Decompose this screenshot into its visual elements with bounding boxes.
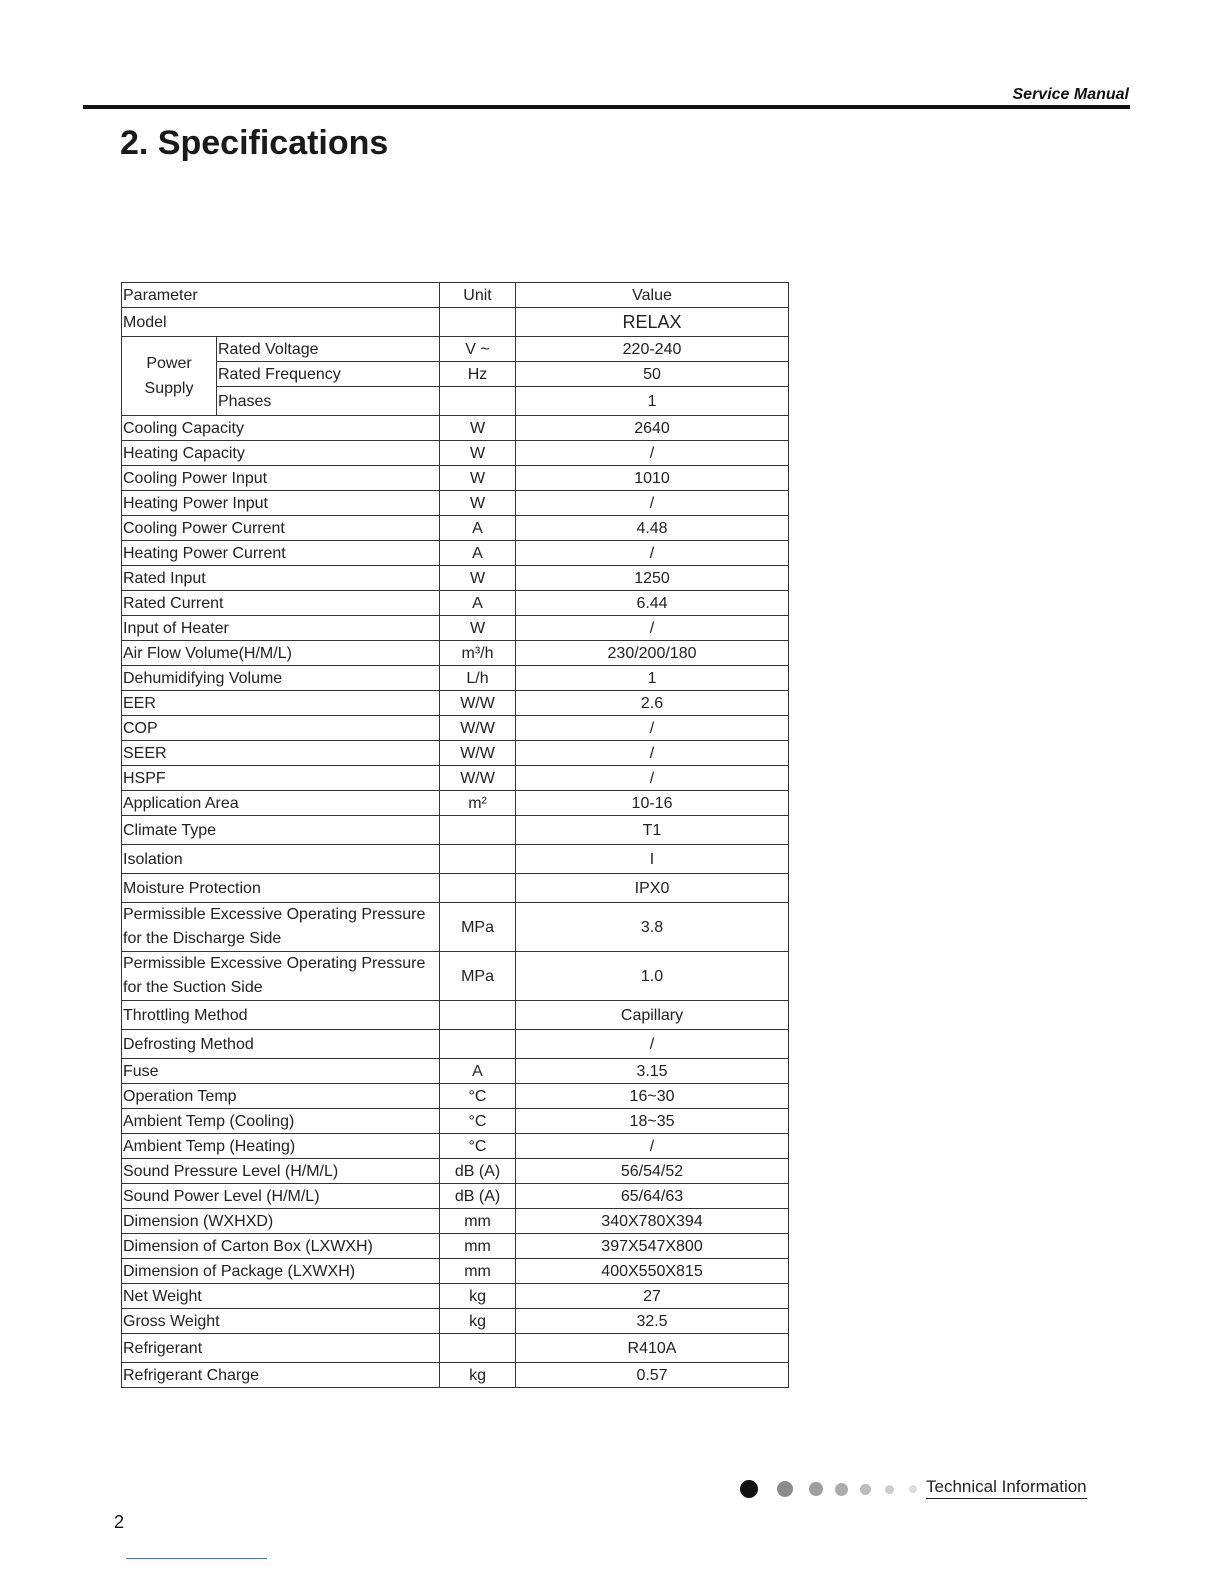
spec-table (121, 282, 789, 1388)
spec-value: 65/64/63 (516, 1184, 789, 1209)
spec-value: 56/54/52 (516, 1159, 789, 1184)
spec-label: Refrigerant Charge (122, 1363, 440, 1388)
spec-label: Throttling Method (122, 1001, 440, 1030)
power-supply-label-line-1: Power (146, 355, 192, 372)
spec-label: Dimension of Carton Box (LXWXH) (122, 1234, 440, 1259)
spec-unit: A (440, 591, 516, 616)
spec-value: 1250 (516, 566, 789, 591)
spec-value: Capillary (516, 1001, 789, 1030)
spec-label: Fuse (122, 1059, 440, 1084)
section-progress-dots (738, 1478, 923, 1500)
spec-value: / (516, 616, 789, 641)
rated-frequency-label: Rated Frequency (217, 362, 440, 387)
spec-value: 4.48 (516, 516, 789, 541)
table-row (122, 541, 789, 566)
spec-value: 3.15 (516, 1059, 789, 1084)
table-row (122, 1184, 789, 1209)
table-row (122, 416, 789, 441)
rated-frequency-unit: Hz (440, 362, 516, 387)
spec-value: / (516, 491, 789, 516)
spec-unit: kg (440, 1309, 516, 1334)
spec-label: Moisture Protection (122, 874, 440, 903)
spec-value: / (516, 541, 789, 566)
table-row (122, 1084, 789, 1109)
spec-value: 397X547X800 (516, 1234, 789, 1259)
spec-unit: W (440, 566, 516, 591)
spec-unit: MPa (440, 903, 516, 952)
spec-value: 1.0 (516, 952, 789, 1001)
spec-label: Heating Power Current (122, 541, 440, 566)
table-row (122, 816, 789, 845)
table-row (122, 741, 789, 766)
spec-label: Dimension of Package (LXWXH) (122, 1259, 440, 1284)
spec-unit: W/W (440, 766, 516, 791)
spec-label: COP (122, 716, 440, 741)
table-row (122, 1309, 789, 1334)
phases-label: Phases (217, 387, 440, 416)
progress-dot (835, 1483, 848, 1496)
spec-label: Heating Power Input (122, 491, 440, 516)
spec-label: Ambient Temp (Cooling) (122, 1109, 440, 1134)
spec-value: 400X550X815 (516, 1259, 789, 1284)
spec-value: / (516, 716, 789, 741)
spec-label: Permissible Excessive Operating Pressure for the Suction Side (122, 952, 440, 1001)
table-row (122, 1109, 789, 1134)
progress-dot (860, 1484, 871, 1495)
spec-unit: dB (A) (440, 1159, 516, 1184)
spec-value: I (516, 845, 789, 874)
spec-value: 18~35 (516, 1109, 789, 1134)
table-row (122, 1059, 789, 1084)
spec-value: 230/200/180 (516, 641, 789, 666)
spec-unit: dB (A) (440, 1184, 516, 1209)
model-value: RELAX (516, 308, 789, 337)
power-supply-row (122, 337, 789, 362)
spec-unit: A (440, 516, 516, 541)
table-row (122, 691, 789, 716)
spec-unit: W (440, 491, 516, 516)
spec-value: 2.6 (516, 691, 789, 716)
table-row (122, 491, 789, 516)
page-number: 2 (114, 1512, 125, 1532)
phases-unit (440, 387, 516, 416)
spec-label: Dehumidifying Volume (122, 666, 440, 691)
spec-unit: mm (440, 1209, 516, 1234)
power-supply-label-line-2: Supply (144, 380, 194, 397)
footer-section-label: Technical Information (926, 1477, 1087, 1499)
table-row (122, 466, 789, 491)
spec-unit: W/W (440, 741, 516, 766)
spec-unit: kg (440, 1363, 516, 1388)
spec-label: Cooling Power Input (122, 466, 440, 491)
spec-value: / (516, 441, 789, 466)
table-row (122, 1030, 789, 1059)
spec-unit: A (440, 541, 516, 566)
table-row (122, 441, 789, 466)
model-label: Model (122, 308, 440, 337)
spec-label: Gross Weight (122, 1309, 440, 1334)
spec-label: Rated Current (122, 591, 440, 616)
spec-unit: °C (440, 1109, 516, 1134)
power-supply-group-label (122, 337, 217, 416)
spec-value: 2640 (516, 416, 789, 441)
table-row (122, 845, 789, 874)
spec-unit: W/W (440, 691, 516, 716)
spec-label: Climate Type (122, 816, 440, 845)
spec-value: / (516, 741, 789, 766)
spec-label: SEER (122, 741, 440, 766)
spec-unit: MPa (440, 952, 516, 1001)
spec-label: Dimension (WXHXD) (122, 1209, 440, 1234)
spec-unit (440, 1030, 516, 1059)
rated-voltage-label: Rated Voltage (217, 337, 440, 362)
col-header-value: Value (516, 283, 789, 308)
spec-label: Rated Input (122, 566, 440, 591)
spec-label: Refrigerant (122, 1334, 440, 1363)
spec-label: Input of Heater (122, 616, 440, 641)
spec-label: Cooling Capacity (122, 416, 440, 441)
table-row (122, 1159, 789, 1184)
spec-label: Sound Power Level (H/M/L) (122, 1184, 440, 1209)
spec-unit (440, 816, 516, 845)
table-row (122, 903, 789, 952)
spec-label: Net Weight (122, 1284, 440, 1309)
spec-value: 27 (516, 1284, 789, 1309)
spec-label: Defrosting Method (122, 1030, 440, 1059)
table-row (122, 874, 789, 903)
spec-value: R410A (516, 1334, 789, 1363)
rated-voltage-unit: V ~ (440, 337, 516, 362)
model-unit (440, 308, 516, 337)
table-row (122, 616, 789, 641)
table-row (122, 1001, 789, 1030)
table-row (122, 766, 789, 791)
progress-dot (777, 1481, 793, 1497)
spec-value: 1010 (516, 466, 789, 491)
spec-label: EER (122, 691, 440, 716)
spec-unit: L/h (440, 666, 516, 691)
spec-unit: mm (440, 1234, 516, 1259)
spec-unit (440, 874, 516, 903)
spec-unit: W (440, 416, 516, 441)
table-row (122, 591, 789, 616)
spec-label: Isolation (122, 845, 440, 874)
spec-value: / (516, 1030, 789, 1059)
spec-label: HSPF (122, 766, 440, 791)
spec-value: 10-16 (516, 791, 789, 816)
spec-unit: mm (440, 1259, 516, 1284)
table-row (122, 1209, 789, 1234)
progress-dot (885, 1485, 894, 1494)
spec-label: Cooling Power Current (122, 516, 440, 541)
spec-unit: W (440, 466, 516, 491)
spec-value: 3.8 (516, 903, 789, 952)
header-rule (83, 105, 1130, 109)
spec-unit: kg (440, 1284, 516, 1309)
spec-unit (440, 845, 516, 874)
page-title: 2. Specifications (120, 124, 389, 162)
spec-label: Ambient Temp (Heating) (122, 1134, 440, 1159)
table-row (122, 952, 789, 1001)
bottom-divider (126, 1558, 267, 1559)
spec-value: 32.5 (516, 1309, 789, 1334)
spec-unit: W (440, 441, 516, 466)
model-row (122, 308, 789, 337)
table-row (122, 1284, 789, 1309)
spec-value: 0.57 (516, 1363, 789, 1388)
table-row (122, 1234, 789, 1259)
spec-unit (440, 1001, 516, 1030)
progress-dot (809, 1482, 823, 1496)
rated-frequency-value: 50 (516, 362, 789, 387)
spec-value: T1 (516, 816, 789, 845)
table-row (122, 716, 789, 741)
spec-unit (440, 1334, 516, 1363)
spec-value: / (516, 1134, 789, 1159)
table-row (122, 666, 789, 691)
col-header-unit: Unit (440, 283, 516, 308)
table-row (122, 566, 789, 591)
spec-label: Application Area (122, 791, 440, 816)
table-row (122, 641, 789, 666)
power-supply-row (122, 387, 789, 416)
spec-unit: °C (440, 1084, 516, 1109)
spec-unit: m³/h (440, 641, 516, 666)
rated-voltage-value: 220-240 (516, 337, 789, 362)
spec-value: 340X780X394 (516, 1209, 789, 1234)
spec-unit: A (440, 1059, 516, 1084)
table-row (122, 1134, 789, 1159)
table-row (122, 516, 789, 541)
table-row (122, 791, 789, 816)
spec-label: Sound Pressure Level (H/M/L) (122, 1159, 440, 1184)
spec-unit: W (440, 616, 516, 641)
spec-label: Air Flow Volume(H/M/L) (122, 641, 440, 666)
spec-value: 1 (516, 666, 789, 691)
spec-label: Heating Capacity (122, 441, 440, 466)
spec-unit: °C (440, 1134, 516, 1159)
phases-value: 1 (516, 387, 789, 416)
spec-value: 16~30 (516, 1084, 789, 1109)
progress-dot (909, 1485, 917, 1493)
power-supply-row (122, 362, 789, 387)
spec-unit: m² (440, 791, 516, 816)
spec-value: IPX0 (516, 874, 789, 903)
spec-value: / (516, 766, 789, 791)
header-row (122, 283, 789, 308)
header-title: Service Manual (1012, 86, 1129, 103)
spec-label: Permissible Excessive Operating Pressure for the Discharge Side (122, 903, 440, 952)
col-header-parameter: Parameter (122, 283, 440, 308)
progress-dot (740, 1480, 758, 1498)
spec-unit: W/W (440, 716, 516, 741)
table-row (122, 1259, 789, 1284)
table-row (122, 1334, 789, 1363)
table-row (122, 1363, 789, 1388)
spec-value: 6.44 (516, 591, 789, 616)
spec-label: Operation Temp (122, 1084, 440, 1109)
